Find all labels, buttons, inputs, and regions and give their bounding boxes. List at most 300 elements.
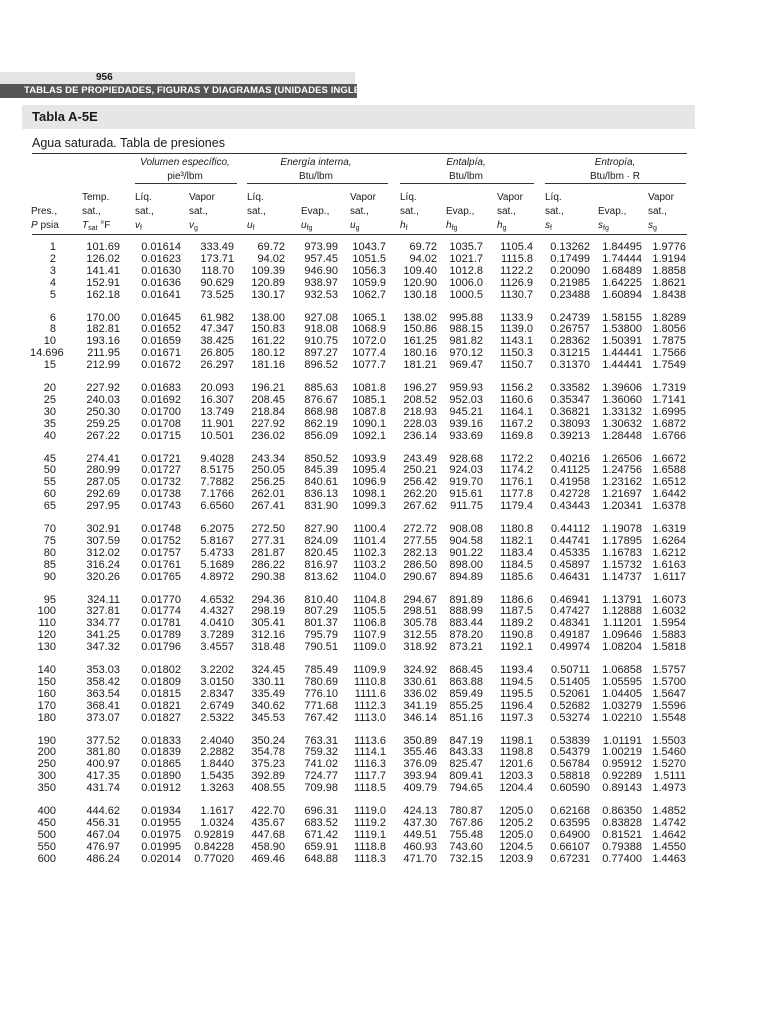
table-cell: 1.8440	[200, 758, 234, 771]
table-cell: 1109.9	[353, 664, 386, 676]
table-cell: 0.48341	[550, 617, 590, 630]
table-cell: 1201.6	[499, 758, 533, 771]
table-cell: 1.8289	[652, 311, 686, 324]
table-cell: 732.15	[449, 852, 483, 865]
table-cell: 1.5954	[652, 617, 686, 630]
table-cell: 1195.5	[500, 687, 533, 700]
table-cell: 1104.8	[353, 593, 386, 606]
table-cell: 152.91	[86, 276, 120, 289]
table-cell: 1167.2	[500, 417, 533, 430]
table-cell: 294.67	[403, 593, 437, 606]
table-cell: 262.01	[251, 488, 285, 501]
table-cell: 30	[43, 405, 56, 418]
table-cell: 1.5270	[652, 758, 686, 771]
table-cell: 73.525	[200, 288, 234, 301]
table-cell: 946.90	[304, 264, 338, 277]
table-cell: 843.33	[449, 746, 483, 759]
table-cell: 392.89	[251, 770, 285, 783]
table-cell: 1.6378	[652, 500, 686, 513]
table-cell: 1.6588	[652, 464, 686, 477]
column-header-label: sat.,	[400, 206, 419, 217]
table-cell: 353.03	[86, 664, 120, 676]
table-cell: 827.90	[304, 523, 338, 535]
table-cell: 292.69	[86, 488, 120, 501]
table-cell: 6.2075	[200, 523, 234, 535]
table-cell: 927.08	[304, 311, 338, 324]
table-cell: 110	[38, 617, 56, 630]
table-cell: 354.78	[251, 746, 285, 759]
table-cell: 25	[43, 393, 56, 406]
table-cell: 894.89	[449, 570, 483, 583]
table-cell: 0.47427	[550, 605, 590, 618]
table-cell: 1105.4	[500, 241, 533, 253]
group-header-units: Btu/lbm · R	[589, 171, 641, 182]
table-cell: 290.67	[403, 570, 437, 583]
table-cell: 182.81	[86, 323, 120, 336]
table-cell: 1112.3	[353, 699, 386, 712]
table-cell: 831.90	[304, 500, 338, 513]
table-cell: 0.44741	[550, 534, 590, 547]
table-cell: 0.01659	[141, 335, 181, 348]
table-cell: 1109.0	[353, 641, 386, 654]
table-cell: 1.9194	[652, 252, 686, 265]
table-cell: 334.77	[86, 617, 120, 630]
table-cell: 0.24739	[550, 311, 590, 324]
table-cell: 904.58	[449, 534, 483, 547]
table-cell: 0.17499	[550, 252, 590, 265]
table-cell: 0.23488	[550, 288, 590, 301]
table-cell: 924.03	[449, 464, 483, 477]
table-cell: 1.00219	[602, 746, 642, 759]
table-cell: 236.14	[403, 429, 437, 442]
table-cell: 358.42	[86, 675, 120, 688]
table-cell: 1.6872	[652, 417, 686, 430]
table-cell: 840.61	[304, 476, 338, 489]
table-cell: 0.01757	[141, 546, 181, 559]
table-cell: 0.01839	[141, 746, 181, 759]
rule-group-enthalpy	[400, 183, 534, 184]
table-cell: 281.87	[251, 546, 285, 559]
table-cell: 911.75	[450, 500, 483, 513]
table-cell: 277.31	[251, 534, 285, 547]
table-cell: 1.16783	[602, 546, 642, 559]
table-cell: 0.53274	[550, 711, 590, 724]
table-cell: 109.39	[251, 264, 285, 277]
table-cell: 1119.0	[353, 805, 386, 817]
table-cell: 0.42728	[550, 488, 590, 501]
table-cell: 600	[37, 852, 56, 865]
table-cell: 0.01623	[141, 252, 181, 265]
table-cell: 0.77400	[602, 852, 642, 865]
column-header-label: Vapor	[189, 192, 215, 203]
table-cell: 945.21	[449, 405, 483, 418]
table-cell: 50	[43, 464, 56, 477]
table-cell: 0.46941	[550, 593, 590, 606]
table-cell: 862.19	[304, 417, 338, 430]
column-header-symbol: $v_g$	[189, 220, 198, 232]
column-header-label: Temp.	[82, 192, 110, 203]
table-cell: 995.88	[449, 311, 483, 324]
table-cell: 341.19	[403, 699, 437, 712]
table-cell: 4.0410	[200, 617, 234, 630]
table-cell: 1.53800	[602, 323, 642, 336]
table-cell: 312.02	[86, 546, 120, 559]
table-cell: 1.5460	[652, 746, 686, 759]
table-cell: 324.11	[87, 593, 120, 606]
table-cell: 0.33582	[550, 382, 590, 394]
table-cell: 280.99	[86, 464, 120, 477]
table-cell: 14.696	[30, 347, 64, 360]
table-cell: 318.48	[251, 641, 285, 654]
table-cell: 13.749	[200, 405, 234, 418]
table-cell: 1133.9	[500, 311, 533, 324]
table-cell: 1.68489	[602, 264, 642, 277]
table-cell: 126.02	[86, 252, 120, 265]
table-cell: 336.02	[403, 687, 437, 700]
column-header-label: sat.,	[247, 206, 266, 217]
table-cell: 813.62	[304, 570, 338, 583]
table-cell: 162.18	[86, 288, 120, 301]
table-cell: 4.8972	[200, 570, 234, 583]
table-cell: 932.53	[304, 288, 338, 301]
table-cell: 0.01975	[141, 828, 181, 841]
table-cell: 816.97	[304, 558, 338, 571]
table-cell: 0.01774	[141, 605, 181, 618]
table-cell: 1193.4	[500, 664, 533, 676]
table-cell: 170.00	[86, 311, 120, 324]
column-header-label: Líq.	[545, 192, 562, 203]
table-cell: 1116.3	[353, 758, 386, 771]
table-cell: 0.49187	[550, 629, 590, 642]
table-cell: 856.09	[304, 429, 338, 442]
table-cell: 0.52682	[550, 699, 590, 712]
table-cell: 2.6749	[200, 699, 234, 712]
table-cell: 0.01809	[141, 675, 181, 688]
table-cell: 1.0324	[200, 816, 234, 829]
table-cell: 60	[43, 488, 56, 501]
table-cell: 312.16	[251, 629, 285, 642]
table-cell: 141.41	[86, 264, 120, 277]
table-cell: 118.70	[201, 264, 234, 277]
table-cell: 1.4742	[652, 816, 686, 829]
table-cell: 363.54	[86, 687, 120, 700]
table-cell: 350.89	[403, 734, 437, 747]
table-cell: 850.52	[304, 452, 338, 465]
table-cell: 3	[49, 264, 56, 277]
column-header-label: sat.,	[189, 206, 208, 217]
table-cell: 3.7289	[200, 629, 234, 642]
table-cell: 347.32	[86, 641, 120, 654]
table-cell: 0.01645	[141, 311, 181, 324]
table-cell: 150.86	[403, 323, 437, 336]
table-cell: 5	[49, 288, 56, 301]
table-cell: 1.3263	[200, 782, 234, 795]
table-cell: 1072.0	[352, 335, 386, 348]
table-cell: 274.41	[86, 452, 120, 465]
table-cell: 447.68	[251, 828, 285, 841]
table-cell: 919.70	[449, 476, 483, 489]
table-cell: 1.5818	[652, 641, 686, 654]
table-cell: 0.54379	[550, 746, 590, 759]
table-cell: 1.11201	[603, 617, 642, 630]
table-cell: 4	[49, 276, 56, 289]
table-cell: 845.39	[304, 464, 338, 477]
table-cell: 1099.3	[352, 500, 386, 513]
table-cell: 1107.9	[353, 629, 386, 642]
table-cell: 85	[43, 558, 56, 571]
table-cell: 807.29	[304, 605, 338, 618]
table-cell: 333.49	[200, 241, 234, 253]
table-cell: 891.89	[449, 593, 483, 606]
column-header-label: Líq.	[135, 192, 152, 203]
table-cell: 1.6442	[652, 488, 686, 501]
table-cell: 150	[37, 675, 56, 688]
table-cell: 790.51	[304, 641, 338, 654]
page-number-bar	[0, 72, 355, 84]
table-cell: 1068.9	[352, 323, 386, 336]
table-cell: 15	[43, 359, 56, 372]
group-header-units: pie³/lbm	[167, 171, 203, 182]
table-cell: 5.4733	[200, 546, 234, 559]
table-cell: 6.6560	[200, 500, 234, 513]
table-cell: 1.33132	[602, 405, 642, 418]
table-cell: 1.12888	[602, 605, 642, 618]
table-cell: 469.46	[251, 852, 285, 865]
table-cell: 444.62	[86, 805, 120, 817]
table-cell: 476.97	[86, 840, 120, 853]
table-cell: 316.24	[86, 558, 120, 571]
column-header-label: Evap.,	[598, 206, 627, 217]
group-header-line1: Volumen específico,	[140, 157, 230, 168]
table-cell: 10.501	[200, 429, 234, 442]
table-cell: 294.36	[251, 593, 285, 606]
table-cell: 26.297	[200, 359, 234, 372]
table-cell: 1192.1	[500, 641, 533, 654]
table-cell: 897.27	[304, 347, 338, 360]
table-cell: 377.52	[86, 734, 120, 747]
column-header-label: Vapor	[648, 192, 674, 203]
table-cell: 0.01614	[141, 241, 181, 253]
table-cell: 1.30632	[602, 417, 642, 430]
column-header-symbol: $v_f$	[135, 220, 142, 232]
table-cell: 318.92	[403, 641, 437, 654]
table-cell: 0.01652	[141, 323, 181, 336]
table-cell: 1118.8	[353, 840, 386, 853]
table-cell: 910.75	[304, 335, 338, 348]
table-cell: 1.5111	[653, 770, 686, 783]
table-cell: 0.01802	[141, 664, 181, 676]
table-cell: 1059.9	[352, 276, 386, 289]
table-cell: 1169.8	[500, 429, 533, 442]
column-header-label: Evap.,	[446, 206, 475, 217]
table-cell: 1.23162	[602, 476, 642, 489]
table-cell: 227.92	[251, 417, 285, 430]
table-cell: 825.47	[449, 758, 483, 771]
table-cell: 130.17	[251, 288, 285, 301]
table-cell: 0.01748	[141, 523, 181, 535]
table-title-bar	[22, 105, 695, 129]
table-cell: 305.78	[403, 617, 437, 630]
table-cell: 0.83828	[602, 816, 642, 829]
table-cell: 1.4550	[652, 840, 686, 853]
table-cell: 888.99	[449, 605, 483, 618]
table-cell: 1106.8	[353, 617, 386, 630]
table-cell: 1090.1	[352, 417, 386, 430]
column-header-label: Líq.	[247, 192, 264, 203]
group-header-line1: Entalpía,	[446, 157, 486, 168]
table-cell: 550	[37, 840, 56, 853]
column-header-symbol: $h_g$	[497, 220, 507, 232]
table-cell: 901.22	[449, 546, 483, 559]
table-cell: 500	[37, 828, 56, 841]
table-cell: 1139.0	[500, 323, 533, 336]
table-cell: 0.01995	[141, 840, 181, 853]
table-cell: 1.04405	[602, 687, 642, 700]
table-cell: 0.81521	[602, 828, 642, 841]
table-cell: 424.13	[403, 805, 437, 817]
table-cell: 1156.2	[500, 382, 533, 394]
table-cell: 3.0150	[200, 675, 234, 688]
table-cell: 1.44441	[602, 359, 642, 372]
table-cell: 1.7319	[652, 382, 686, 394]
table-cell: 9.4028	[200, 452, 234, 465]
table-cell: 2.5322	[200, 711, 234, 724]
table-cell: 820.45	[304, 546, 338, 559]
table-cell: 908.08	[449, 523, 483, 535]
table-cell: 1172.2	[500, 452, 533, 465]
table-cell: 8	[49, 323, 56, 336]
table-cell: 1.7566	[652, 347, 686, 360]
table-cell: 69.72	[257, 241, 285, 253]
table-cell: 0.01641	[141, 288, 181, 301]
table-cell: 80	[43, 546, 56, 559]
table-cell: 1177.8	[500, 488, 533, 501]
table-cell: 915.61	[449, 488, 483, 501]
table-cell: 200	[37, 746, 56, 759]
table-cell: 696.31	[304, 805, 338, 817]
table-cell: 1100.4	[353, 523, 386, 535]
table-cell: 1102.3	[353, 546, 386, 559]
table-cell: 170	[37, 699, 56, 712]
table-cell: 90.629	[200, 276, 234, 289]
table-cell: 267.41	[251, 500, 285, 513]
table-cell: 460.93	[403, 840, 437, 853]
group-header-line1: Entropía,	[594, 157, 636, 168]
table-cell: 236.02	[251, 429, 285, 442]
table-cell: 0.92819	[194, 828, 234, 841]
table-cell: 0.01796	[141, 641, 181, 654]
table-cell: 181.16	[251, 359, 285, 372]
table-cell: 1117.7	[353, 770, 386, 783]
table-cell: 1203.3	[499, 770, 533, 783]
table-cell: 320.26	[86, 570, 120, 583]
table-cell: 218.84	[251, 405, 285, 418]
table-cell: 1126.9	[500, 276, 533, 289]
table-cell: 267.62	[403, 500, 437, 513]
table-cell: 0.01833	[141, 734, 181, 747]
table-cell: 767.86	[449, 816, 483, 829]
table-cell: 1204.5	[499, 840, 533, 853]
table-cell: 345.53	[251, 711, 285, 724]
column-header-symbol: $T_{sat}$ °F	[82, 220, 111, 232]
table-cell: 1.50391	[602, 335, 642, 348]
table-cell: 1.01191	[603, 734, 642, 747]
table-cell: 0.02014	[141, 852, 181, 865]
table-cell: 0.01683	[141, 382, 181, 394]
table-cell: 0.46431	[550, 570, 590, 583]
table-cell: 0.28362	[550, 335, 590, 348]
column-header-symbol: $u_g$	[350, 220, 360, 232]
table-cell: 250.05	[251, 464, 285, 477]
table-cell: 780.87	[449, 805, 483, 817]
column-header-label: Evap.,	[301, 206, 330, 217]
table-cell: 138.00	[251, 311, 285, 324]
table-title: Tabla A-5E	[32, 109, 98, 124]
table-cell: 26.805	[200, 347, 234, 360]
table-cell: 0.01752	[141, 534, 181, 547]
table-cell: 1.4463	[652, 852, 686, 865]
table-cell: 8.5175	[200, 464, 234, 477]
table-cell: 0.45897	[550, 558, 590, 571]
table-cell: 243.49	[403, 452, 437, 465]
table-cell: 878.20	[449, 629, 483, 642]
table-cell: 741.02	[304, 758, 338, 771]
table-cell: 1110.8	[353, 675, 386, 688]
table-cell: 868.98	[304, 405, 338, 418]
table-cell: 228.03	[403, 417, 437, 430]
table-cell: 287.05	[86, 476, 120, 489]
table-cell: 0.01692	[141, 393, 181, 406]
table-cell: 1.03279	[602, 699, 642, 712]
table-cell: 324.45	[251, 664, 285, 676]
table-cell: 1	[49, 241, 56, 253]
table-cell: 1.08204	[602, 641, 642, 654]
table-cell: 250.30	[86, 405, 120, 418]
table-cell: 0.01671	[141, 347, 181, 360]
table-cell: 471.70	[403, 852, 437, 865]
table-cell: 138.02	[403, 311, 437, 324]
table-cell: 250	[37, 758, 56, 771]
table-cell: 1.05595	[602, 675, 642, 688]
table-cell: 1077.4	[352, 347, 386, 360]
table-cell: 0.01738	[141, 488, 181, 501]
table-cell: 340.62	[251, 699, 285, 712]
table-cell: 373.07	[86, 711, 120, 724]
table-cell: 208.45	[251, 393, 285, 406]
table-cell: 0.62168	[550, 805, 590, 817]
table-cell: 1.6032	[652, 605, 686, 618]
table-cell: 988.15	[449, 323, 483, 336]
table-cell: 0.20090	[550, 264, 590, 277]
table-cell: 0.01743	[141, 500, 181, 513]
table-cell: 0.13262	[550, 241, 590, 253]
column-header-label: sat.,	[82, 206, 101, 217]
table-cell: 47.347	[200, 323, 234, 336]
table-cell: 1.5435	[200, 770, 234, 783]
table-cell: 1179.4	[500, 500, 533, 513]
table-cell: 350.24	[251, 734, 285, 747]
table-cell: 851.16	[449, 711, 483, 724]
table-cell: 196.27	[403, 382, 437, 394]
table-cell: 0.52061	[550, 687, 590, 700]
table-cell: 100	[37, 605, 56, 618]
table-cell: 1012.8	[449, 264, 483, 277]
table-cell: 109.40	[403, 264, 437, 277]
table-cell: 456.31	[86, 816, 120, 829]
table-cell: 1.5757	[652, 664, 686, 676]
table-cell: 801.37	[304, 617, 338, 630]
column-header-symbol: $s_f$	[545, 220, 552, 232]
